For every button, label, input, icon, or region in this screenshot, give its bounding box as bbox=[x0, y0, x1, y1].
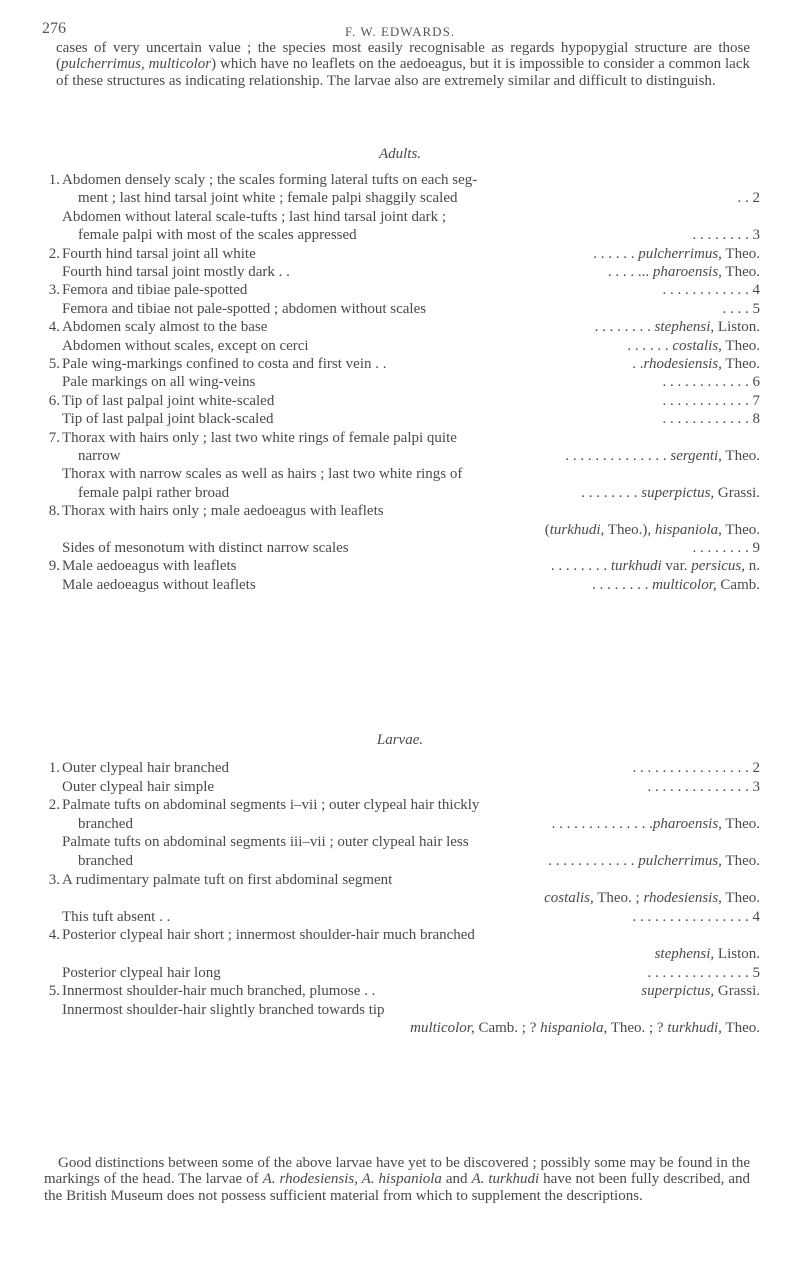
couplet-result bbox=[663, 411, 761, 428]
result-text: . . . . . . . . . . . . . . 5 bbox=[647, 964, 760, 981]
taxon-name: rhodesiensis, bbox=[643, 890, 722, 907]
result-text: ( bbox=[544, 521, 550, 538]
couplet-result bbox=[641, 983, 760, 1000]
couplet-text: female palpi with most of the scales appressed bbox=[78, 227, 357, 244]
result-text: Grassi. bbox=[714, 983, 760, 1000]
couplet-result bbox=[592, 577, 760, 594]
taxon-name: superpictus, bbox=[641, 484, 715, 501]
couplet-text: Posterior clypeal hair long bbox=[62, 964, 221, 981]
taxon-name: multicolor, bbox=[652, 576, 717, 593]
couplet-number: 7. bbox=[48, 429, 60, 446]
result-text: Theo. bbox=[721, 337, 760, 354]
couplet-text: Pale wing-markings confined to costa and first vein . . bbox=[62, 356, 387, 372]
couplet-result bbox=[693, 540, 761, 557]
couplet-text: A rudimentary palmate tuft on first abdominal segment bbox=[62, 871, 393, 888]
result-text: Theo. ; bbox=[593, 890, 644, 907]
page-number: 276 bbox=[42, 20, 66, 37]
couplet-result bbox=[648, 965, 761, 982]
result-text: . . . . . . . . bbox=[550, 558, 611, 575]
key-row bbox=[0, 374, 800, 391]
result-text: Theo. bbox=[721, 448, 760, 464]
result-text: . . . . . . . . . . . . 7 bbox=[662, 392, 760, 409]
couplet-result bbox=[655, 946, 760, 963]
result-text: Theo. ; ? bbox=[607, 1020, 668, 1037]
result-text: . . . . . . . . . . . . bbox=[548, 853, 639, 869]
couplet-number: 5. bbox=[48, 356, 60, 372]
key-row bbox=[0, 430, 800, 447]
result-text: . . . . . . . . 3 bbox=[692, 227, 760, 244]
key-row bbox=[0, 466, 800, 483]
couplet-text: Tip of last palpal joint black-scaled bbox=[62, 411, 274, 428]
taxon-name: rhodesiensis, bbox=[643, 356, 722, 372]
larvae-heading: Larvae. bbox=[376, 732, 424, 748]
couplet-text: Outer clypeal hair simple bbox=[62, 778, 215, 795]
key-row bbox=[0, 927, 800, 944]
key-row bbox=[0, 411, 800, 428]
closing-paragraph: Good distinctions between some of the above larvae have yet to be discovered ; possibly some may be found in the markings of the head. The larvae of A. rhodesiensis, A. hispaniola and A. turkhudi have not been fully described, and the British Museum does not possess sufficient material from which to supplement the descriptions. bbox=[44, 1155, 751, 1204]
result-text: Theo. bbox=[721, 264, 760, 280]
result-text: . . bbox=[632, 356, 644, 372]
result-text: . . . . . . . . . . . . 4 bbox=[662, 282, 760, 299]
key-row bbox=[0, 760, 800, 777]
couplet-number: 1. bbox=[48, 760, 60, 776]
couplet-text: female palpi rather broad bbox=[78, 484, 230, 501]
couplet-number: 3. bbox=[48, 871, 60, 888]
couplet-result bbox=[693, 227, 761, 244]
key-row bbox=[0, 393, 800, 410]
taxon-name: stephensi, bbox=[654, 319, 715, 336]
couplet-text: Palmate tufts on abdominal segments iii–vii ; outer clypeal hair less bbox=[62, 834, 469, 851]
couplet-result bbox=[723, 301, 761, 318]
result-text: Theo. bbox=[721, 521, 760, 538]
couplet-number: 2. bbox=[48, 245, 60, 262]
couplet-result bbox=[663, 282, 761, 299]
result-text: Liston. bbox=[714, 319, 760, 336]
key-row bbox=[0, 282, 800, 299]
couplet-result bbox=[551, 558, 760, 575]
result-text: . . 2 bbox=[737, 190, 760, 207]
couplet-text: Posterior clypeal hair short ; innermost shoulder-hair much branched bbox=[62, 927, 475, 944]
key-row bbox=[0, 522, 800, 539]
result-text: . . . . . . . . . . . . . . bbox=[565, 448, 671, 464]
couplet-result bbox=[548, 853, 760, 870]
couplet-text: branched bbox=[78, 853, 133, 869]
key-row bbox=[0, 485, 800, 502]
key-row bbox=[0, 965, 800, 982]
result-text: Theo. bbox=[721, 1020, 760, 1037]
key-row bbox=[0, 301, 800, 318]
couplet-number: 2. bbox=[48, 797, 60, 814]
couplet-result bbox=[633, 909, 761, 926]
key-row bbox=[0, 946, 800, 963]
key-row bbox=[0, 983, 800, 1000]
result-text: Theo.), bbox=[604, 521, 655, 538]
result-text: . . . . 5 bbox=[722, 300, 760, 317]
key-row bbox=[0, 503, 800, 520]
key-row bbox=[0, 448, 800, 465]
couplet-result bbox=[738, 190, 761, 207]
taxon-name: pulcherrimus, bbox=[638, 853, 722, 869]
result-text: . . . . . . . . bbox=[594, 319, 655, 336]
couplet-result bbox=[545, 522, 760, 539]
couplet-number: 1. bbox=[48, 172, 60, 188]
couplet-number: 8. bbox=[48, 503, 60, 520]
key-row bbox=[0, 190, 800, 207]
key-row bbox=[0, 909, 800, 926]
result-text: Theo. bbox=[721, 245, 760, 262]
couplet-text: Abdomen without scales, except on cerci bbox=[62, 337, 309, 354]
key-row bbox=[0, 558, 800, 575]
result-text: . . . . . . . . . . . . 8 bbox=[662, 411, 760, 428]
result-text: Theo. bbox=[721, 815, 760, 832]
couplet-text: Sides of mesonotum with distinct narrow scales bbox=[62, 540, 349, 556]
couplet-text: Femora and tibiae not pale-spotted ; abdomen without scales bbox=[62, 300, 427, 317]
result-text: . . . . . . . . . . . . . . 3 bbox=[647, 778, 760, 795]
couplet-text: Thorax with hairs only ; last two white rings of female palpi quite bbox=[62, 429, 457, 446]
couplet-text: Thorax with narrow scales as well as hairs ; last two white rings of bbox=[62, 466, 463, 483]
result-text: n. bbox=[745, 558, 760, 575]
intro-paragraph: cases of very uncertain value ; the species most easily recognisable as regards hypopygial structure are those (pulcherrimus, multicolor) which have no leaflets on the aedoeagus, but it is impossible to consider a common lack of these structures as indicating relationship. The larvae also are extremely similar and difficult to distinguish. bbox=[56, 40, 750, 89]
taxon-name: hispaniola, bbox=[540, 1020, 608, 1037]
taxon-name: costalis, bbox=[672, 337, 722, 354]
result-text: Camb. bbox=[716, 576, 760, 593]
taxon-name: superpictus, bbox=[641, 983, 715, 1000]
result-text: . . . . . . bbox=[593, 245, 639, 262]
key-row bbox=[0, 338, 800, 355]
couplet-number: 5. bbox=[48, 983, 60, 1000]
taxon-name: pharoensis, bbox=[652, 264, 722, 280]
result-text: . . . . . . bbox=[627, 337, 673, 354]
couplet-result bbox=[410, 1020, 760, 1037]
key-row bbox=[0, 816, 800, 833]
result-text: . . . . . . . . . . . . . . bbox=[551, 815, 653, 832]
key-row bbox=[0, 853, 800, 870]
couplet-text: Tip of last palpal joint white-scaled bbox=[62, 392, 275, 409]
couplet-result bbox=[627, 338, 760, 355]
result-text: . . . . . . . . . . . . . . . . 2 bbox=[632, 760, 760, 776]
couplet-text: ment ; last hind tarsal joint white ; female palpi shaggily scaled bbox=[78, 190, 458, 207]
taxon-name: costalis, bbox=[544, 890, 594, 907]
key-row bbox=[0, 172, 800, 189]
key-row bbox=[0, 797, 800, 814]
key-row bbox=[0, 246, 800, 263]
key-row bbox=[0, 264, 800, 281]
taxon-name: turkhudi, bbox=[549, 521, 605, 538]
adults-heading: Adults. bbox=[378, 146, 422, 162]
couplet-text: Abdomen scaly almost to the base bbox=[62, 319, 268, 336]
result-text: Grassi. bbox=[714, 484, 760, 501]
key-row bbox=[0, 577, 800, 594]
couplet-text: Outer clypeal hair branched bbox=[62, 760, 229, 776]
result-text: var. bbox=[661, 558, 692, 575]
couplet-result bbox=[632, 356, 760, 373]
result-text: . . . . . . . . . . . . . . . . 4 bbox=[632, 908, 760, 925]
key-row bbox=[0, 890, 800, 907]
couplet-result bbox=[633, 760, 761, 777]
result-text: . . . . . . . . 9 bbox=[692, 540, 760, 556]
key-row bbox=[0, 356, 800, 373]
couplet-number: 4. bbox=[48, 927, 60, 944]
couplet-result bbox=[595, 319, 760, 336]
taxon-name: sergenti, bbox=[670, 448, 722, 464]
result-text: Theo. bbox=[721, 356, 760, 372]
couplet-text: Abdomen densely scaly ; the scales forming lateral tufts on each seg- bbox=[62, 172, 478, 188]
couplet-result bbox=[608, 264, 760, 281]
running-head: F. W. EDWARDS. bbox=[344, 24, 456, 39]
key-row bbox=[0, 834, 800, 851]
result-text: Theo. bbox=[721, 853, 760, 869]
key-row bbox=[0, 540, 800, 557]
result-text: . . . . . . . . . . . . 6 bbox=[662, 374, 760, 391]
couplet-result bbox=[593, 246, 760, 263]
result-text: Camb. ; ? bbox=[474, 1020, 541, 1037]
key-row bbox=[0, 779, 800, 796]
couplet-result bbox=[552, 816, 760, 833]
taxon-name: multicolor, bbox=[410, 1020, 475, 1037]
couplet-text: Male aedoeagus with leaflets bbox=[62, 558, 237, 575]
couplet-text: Thorax with hairs only ; male aedoeagus with leaflets bbox=[62, 503, 384, 520]
couplet-result bbox=[663, 393, 761, 410]
key-row bbox=[0, 319, 800, 336]
couplet-number: 9. bbox=[48, 558, 60, 575]
couplet-result bbox=[648, 779, 761, 796]
key-row bbox=[0, 872, 800, 889]
couplet-text: Fourth hind tarsal joint all white bbox=[62, 245, 256, 262]
taxon-name: pulcherrimus, bbox=[638, 245, 722, 262]
result-text: . . . . . . . . bbox=[592, 576, 653, 593]
couplet-result bbox=[565, 448, 760, 465]
couplet-number: 4. bbox=[48, 319, 60, 336]
couplet-text: branched bbox=[78, 815, 133, 832]
key-row bbox=[0, 227, 800, 244]
key-row bbox=[0, 1002, 800, 1019]
couplet-text: Femora and tibiae pale-spotted bbox=[62, 282, 248, 299]
couplet-text: Abdomen without lateral scale-tufts ; last hind tarsal joint dark ; bbox=[62, 208, 447, 225]
taxon-name: persicus, bbox=[691, 558, 745, 575]
key-row bbox=[0, 1020, 800, 1037]
result-text: . . . . ... bbox=[607, 264, 653, 280]
couplet-number: 6. bbox=[48, 392, 60, 409]
couplet-result bbox=[663, 374, 761, 391]
result-text: Liston. bbox=[714, 946, 760, 962]
taxon-name: turkhudi bbox=[610, 558, 662, 575]
couplet-text: Pale markings on all wing-veins bbox=[62, 374, 256, 391]
couplet-text: Palmate tufts on abdominal segments i–vii ; outer clypeal hair thickly bbox=[62, 797, 480, 814]
couplet-text: This tuft absent . . bbox=[62, 908, 171, 925]
taxon-name: hispaniola, bbox=[654, 521, 722, 538]
couplet-result bbox=[581, 485, 760, 502]
couplet-text: Innermost shoulder-hair much branched, plumose . . bbox=[62, 983, 376, 1000]
couplet-text: Fourth hind tarsal joint mostly dark . . bbox=[62, 264, 290, 280]
taxon-name: stephensi, bbox=[654, 946, 715, 962]
couplet-result bbox=[544, 890, 760, 907]
result-text: . . . . . . . . bbox=[581, 484, 642, 501]
couplet-text: Male aedoeagus without leaflets bbox=[62, 576, 256, 593]
couplet-number: 3. bbox=[48, 282, 60, 299]
taxon-name: turkhudi, bbox=[667, 1020, 722, 1037]
result-text: Theo. bbox=[721, 890, 760, 907]
taxon-name: pharoensis, bbox=[652, 815, 722, 832]
couplet-text: narrow bbox=[78, 448, 121, 464]
key-row bbox=[0, 209, 800, 226]
couplet-text: Innermost shoulder-hair slightly branched towards tip bbox=[62, 1001, 385, 1018]
